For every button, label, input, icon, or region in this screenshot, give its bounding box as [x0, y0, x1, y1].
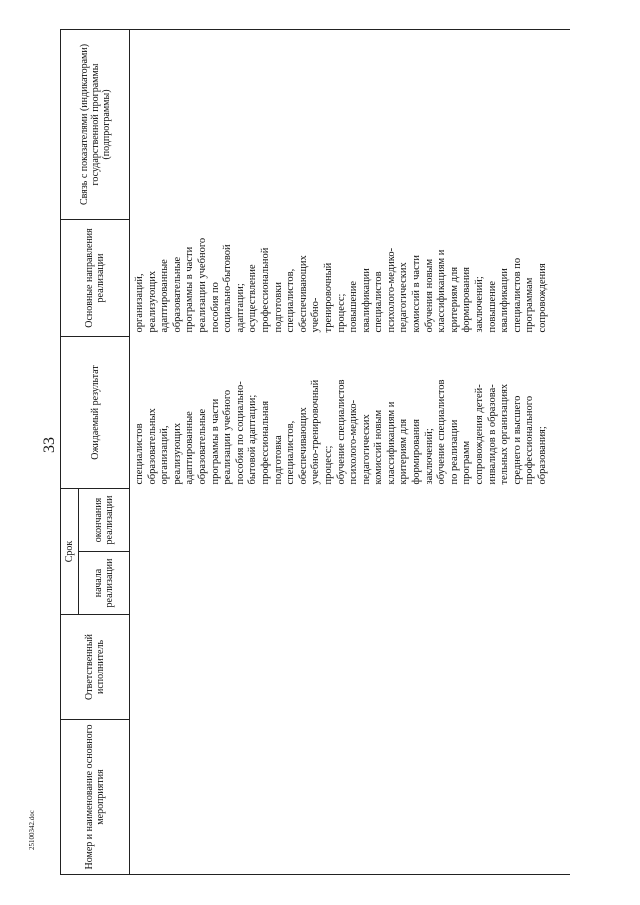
directions-line: программы в части — [184, 246, 196, 333]
header-measure: Номер и наименование основного мероприятия — [61, 720, 130, 875]
directions-line: заключений; — [474, 276, 486, 333]
directions-line: специалистов, — [285, 268, 297, 333]
result-line: психолого-медико- — [348, 399, 360, 485]
result-line: специалистов — [134, 423, 145, 485]
directions-line: осуществление — [247, 264, 259, 333]
directions-line: процесс; — [335, 293, 347, 333]
result-line: сопровождения детей- — [474, 384, 486, 485]
result-line: инвалидов в образова- — [486, 384, 498, 485]
result-line: адаптированные — [184, 411, 196, 485]
rotated-table-container — [60, 30, 580, 875]
result-line: профессиональная — [259, 400, 271, 485]
result-line: формирования — [411, 419, 423, 485]
directions-line: тренировочный — [322, 262, 334, 333]
result-line: подготовка — [272, 435, 284, 485]
measures-table — [60, 29, 570, 875]
directions-line: адаптации; — [234, 283, 246, 333]
term-start-cell — [130, 552, 570, 615]
result-line: специалистов, — [285, 420, 297, 485]
directions-text — [134, 223, 550, 333]
directions-line: организаций, — [134, 273, 145, 333]
directions-line: квалификации — [499, 268, 511, 333]
directions-line: обеспечивающих — [297, 255, 309, 333]
directions-line: комиссий в части — [411, 255, 423, 333]
result-line: обеспечивающих — [297, 407, 309, 485]
directions-line: программам — [524, 277, 536, 333]
directions-line: формирования — [461, 267, 473, 333]
directions-line: пособия по — [209, 282, 221, 333]
executor-cell — [130, 615, 570, 720]
directions-line: повышение — [486, 280, 498, 333]
directions-line: сопровождения — [537, 263, 548, 333]
result-line: программ — [461, 440, 473, 485]
header-executor: Ответственный исполнитель — [61, 615, 130, 720]
expected-result-cell — [130, 337, 570, 489]
result-line: заключений; — [423, 428, 435, 485]
measure-cell — [130, 720, 570, 875]
directions-line: профессиональной — [259, 247, 271, 333]
directions-line: учебно- — [310, 297, 322, 333]
result-line: образовательные — [196, 408, 208, 485]
header-term-start: начала реализации — [79, 552, 130, 615]
result-line: профессионального — [524, 395, 536, 485]
result-line: бытовой адаптации; — [247, 394, 259, 485]
term-end-cell — [130, 489, 570, 552]
result-line: обучение специалистов — [436, 379, 448, 485]
header-term: Срок — [61, 489, 79, 615]
result-line: пособия по социально- — [234, 381, 246, 485]
expected-result-text — [134, 340, 550, 485]
page-number: 33 — [41, 437, 58, 453]
directions-line: квалификации — [360, 268, 372, 333]
directions-cell — [130, 220, 570, 337]
result-line: образования; — [537, 426, 548, 485]
result-line: программы в части — [209, 398, 221, 485]
directions-line: реализации учебного — [196, 237, 208, 333]
directions-line: специалистов по — [511, 257, 523, 333]
directions-line: специалистов — [373, 271, 385, 333]
directions-line: критериям для — [448, 266, 460, 333]
result-line: процесс; — [322, 445, 334, 485]
directions-line: психолого-медико- — [385, 247, 397, 333]
directions-line: повышение — [348, 280, 360, 333]
header-directions: Основные направления реализации — [61, 220, 130, 337]
directions-line: социально-бытовой — [222, 244, 234, 333]
result-line: обучение специалистов — [335, 379, 347, 485]
header-indicator-link: Связь с показателями (индикаторами) государственной программы (подпрограммы) — [61, 30, 130, 220]
result-line: организаций, — [159, 425, 171, 485]
result-line: педагогических — [360, 414, 372, 485]
result-line: комиссий новым — [373, 409, 385, 485]
result-line: образовательных — [146, 408, 158, 485]
directions-line: адаптированные — [159, 259, 171, 333]
directions-line: обучения новым — [423, 258, 435, 333]
directions-line: реализующих — [146, 270, 158, 333]
directions-line: образовательные — [171, 256, 183, 333]
header-term-end: окончания реализации — [79, 489, 130, 552]
result-line: по реализации — [448, 419, 460, 485]
header-result: Ожидаемый результат — [61, 337, 130, 489]
result-line: реализации учебного — [222, 389, 234, 485]
result-line: тельных организациях — [499, 383, 511, 485]
directions-line: подготовки — [272, 282, 284, 333]
result-line: учебно-тренировочный — [310, 379, 322, 485]
result-line: критериям для — [398, 418, 410, 485]
result-line: классификациям и — [385, 401, 397, 485]
indicator-link-cell — [130, 30, 570, 220]
file-name-label: 25100342.doc — [28, 810, 36, 850]
result-line: среднего и высшего — [511, 395, 523, 485]
directions-line: классификациям и — [436, 249, 448, 333]
directions-line: педагогических — [398, 262, 410, 333]
result-line: реализующих — [171, 422, 183, 485]
